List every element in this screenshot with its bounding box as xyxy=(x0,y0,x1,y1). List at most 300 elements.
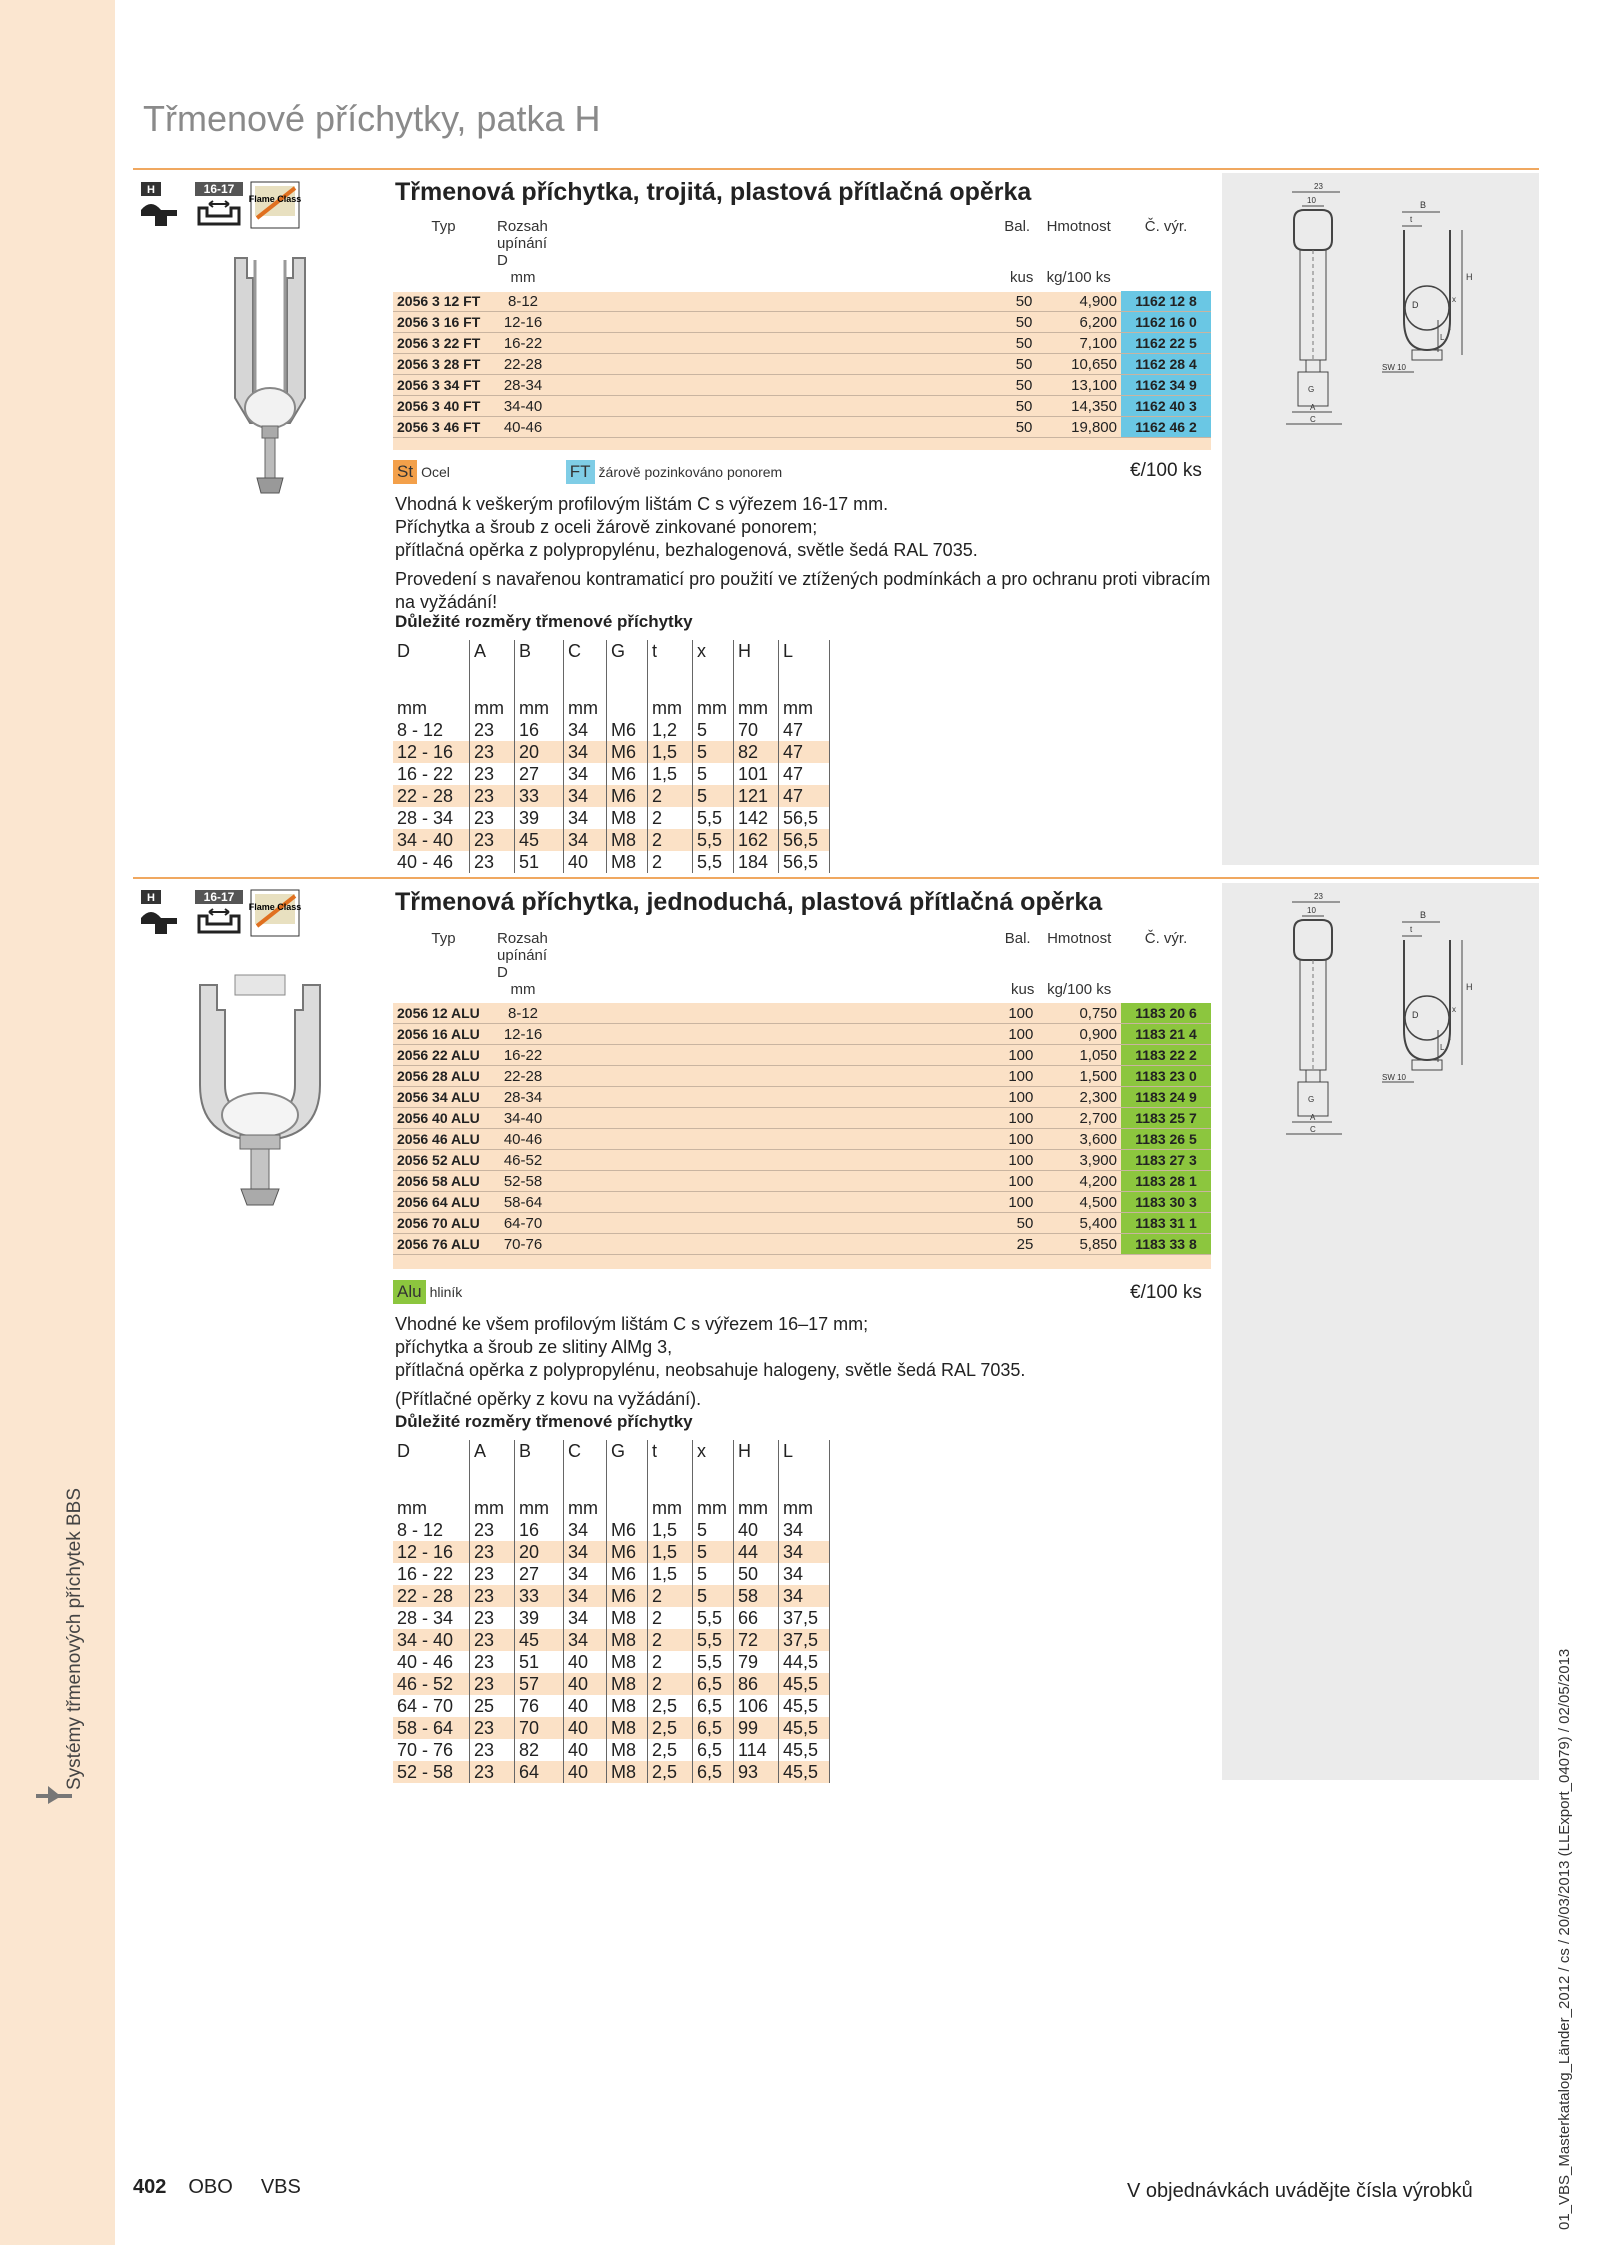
product-type: 2056 58 ALU xyxy=(393,1171,494,1192)
dims-cell xyxy=(515,662,564,698)
dims-cell: 72 xyxy=(734,1629,779,1651)
dims-cell xyxy=(564,662,607,698)
dims-cell xyxy=(470,1462,515,1498)
weight: 0,750 xyxy=(1037,1003,1121,1024)
dims-cell: 22 - 28 xyxy=(393,785,470,807)
article-number: 1162 16 0 xyxy=(1121,312,1211,333)
article-number: 1162 22 5 xyxy=(1121,333,1211,354)
dims-cell: 40 - 46 xyxy=(393,851,470,873)
dims-cell xyxy=(693,662,734,698)
dims-cell xyxy=(607,1498,648,1519)
dims-cell: 16 - 22 xyxy=(393,763,470,785)
dims-cell: 70 xyxy=(515,1717,564,1739)
dims-row xyxy=(393,851,830,873)
dims-cell: 2 xyxy=(648,807,693,829)
dims-header-row xyxy=(393,1462,830,1498)
dims-cell: mm xyxy=(648,698,693,719)
clamp-range: 64-70 xyxy=(494,1213,552,1234)
drawing-label: C xyxy=(1310,415,1316,424)
unit-mm: mm xyxy=(510,981,536,998)
dims-cell: 99 xyxy=(734,1717,779,1739)
dims-cell: 23 xyxy=(470,1651,515,1673)
pack-qty: 100 xyxy=(998,1150,1037,1171)
dims-table xyxy=(393,640,830,873)
rail-h-icon xyxy=(137,180,193,232)
table-row xyxy=(393,1129,1211,1150)
dims-cell: 34 xyxy=(779,1541,830,1563)
dims-cell: t xyxy=(648,640,693,662)
table-row xyxy=(393,1234,1211,1255)
pack-qty: 50 xyxy=(998,291,1036,312)
dims-cell: mm xyxy=(564,698,607,719)
left-sidebar xyxy=(0,0,115,2245)
dims-cell: 23 xyxy=(470,1761,515,1783)
drawing-label: t xyxy=(1410,925,1413,934)
dims-cell: M8 xyxy=(607,851,648,873)
print-meta: 01_VBS_Masterkatalog_Länder_2012 / cs / 20/03/2013 (LLExport_04079) / 02/05/2013 xyxy=(1556,1648,1573,2230)
dims-cell: mm xyxy=(470,698,515,719)
dims-title: Důležité rozměry třmenové příchytky xyxy=(395,612,693,631)
dims-cell: 5 xyxy=(693,785,734,807)
spacer xyxy=(552,1150,998,1171)
product-type: 2056 28 ALU xyxy=(393,1066,494,1087)
dims-cell: M6 xyxy=(607,763,648,785)
dims-cell: 2 xyxy=(648,1673,693,1695)
dims-cell: 34 xyxy=(564,1629,607,1651)
dims-cell: mm xyxy=(470,1498,515,1519)
dims-cell: 40 xyxy=(564,1717,607,1739)
dims-cell xyxy=(648,662,693,698)
spacer xyxy=(552,291,998,312)
dims-cell: M6 xyxy=(607,741,648,763)
spacer xyxy=(552,1066,998,1087)
dims-cell: 34 xyxy=(779,1519,830,1541)
dims-cell: 33 xyxy=(515,1585,564,1607)
dims-cell: M6 xyxy=(607,1585,648,1607)
drawing-label: t xyxy=(1410,215,1413,224)
article-number: 1162 12 8 xyxy=(1121,291,1211,312)
dims-cell: 34 xyxy=(564,785,607,807)
article-number: 1183 22 2 xyxy=(1121,1045,1211,1066)
unit-mm: mm xyxy=(510,269,536,286)
dims-cell: 121 xyxy=(734,785,779,807)
clamp-range: 28-34 xyxy=(494,1087,552,1108)
dims-cell: 34 xyxy=(564,719,607,741)
drawing-label: L xyxy=(1440,333,1445,342)
dims-cell: 50 xyxy=(734,1563,779,1585)
dims-cell: 23 xyxy=(470,1519,515,1541)
dims-cell: M8 xyxy=(607,1607,648,1629)
product-type: 2056 34 ALU xyxy=(393,1087,494,1108)
dims-cell: M6 xyxy=(607,1563,648,1585)
dims-header-row xyxy=(393,1498,830,1519)
drawing-label: A xyxy=(1310,1113,1316,1122)
drawing-label: H xyxy=(1466,272,1473,282)
drawing-label: G xyxy=(1308,385,1315,394)
dims-cell: 23 xyxy=(470,1739,515,1761)
dims-cell: mm xyxy=(564,1498,607,1519)
dims-cell: mm xyxy=(693,1498,734,1519)
drawing-label: 10 xyxy=(1307,906,1316,915)
clamp-range: 22-28 xyxy=(494,354,552,375)
dims-cell: 34 xyxy=(564,1519,607,1541)
dims-cell: 34 - 40 xyxy=(393,1629,470,1651)
dims-cell: 142 xyxy=(734,807,779,829)
flame-class-icon xyxy=(249,180,305,232)
dims-cell: 39 xyxy=(515,807,564,829)
clamp-range: 34-40 xyxy=(494,396,552,417)
table-row xyxy=(393,1108,1211,1129)
table-row xyxy=(393,291,1211,312)
dims-cell: 34 xyxy=(564,1563,607,1585)
dims-cell: 39 xyxy=(515,1607,564,1629)
dims-cell: G xyxy=(607,1440,648,1462)
dims-cell: 45,5 xyxy=(779,1717,830,1739)
article-number: 1162 40 3 xyxy=(1121,396,1211,417)
dims-cell: 40 xyxy=(564,1761,607,1783)
dims-cell xyxy=(607,698,648,719)
svg-text:H: H xyxy=(147,184,155,196)
dims-cell: M6 xyxy=(607,1541,648,1563)
pack-qty: 50 xyxy=(998,1213,1037,1234)
dims-cell: x xyxy=(693,1440,734,1462)
dims-row xyxy=(393,1541,830,1563)
dims-title: Důležité rozměry třmenové příchytky xyxy=(395,1412,693,1431)
rail-size-icon xyxy=(193,180,249,232)
dims-cell: 5 xyxy=(693,1519,734,1541)
page-title: Třmenové příchytky, patka H xyxy=(143,98,601,139)
table-row xyxy=(393,1087,1211,1108)
dims-cell: 40 xyxy=(564,1695,607,1717)
svg-text:Flame Class: Flame Class xyxy=(249,194,301,204)
spacer xyxy=(552,375,998,396)
dims-cell: M6 xyxy=(607,785,648,807)
dims-cell: M8 xyxy=(607,1651,648,1673)
weight: 4,900 xyxy=(1036,291,1121,312)
product-type: 2056 52 ALU xyxy=(393,1150,494,1171)
article-number: 1183 23 0 xyxy=(1121,1066,1211,1087)
dims-cell: mm xyxy=(693,698,734,719)
dims-cell: C xyxy=(564,640,607,662)
col-hmotnost: Hmotnost xyxy=(1046,218,1111,235)
unit-kg: kg/100 ks xyxy=(1046,269,1111,286)
col-rozsah: Rozsah upínání D xyxy=(497,930,548,981)
material-code-ft: FT xyxy=(566,460,595,484)
weight: 2,700 xyxy=(1037,1108,1121,1129)
dims-row xyxy=(393,1519,830,1541)
product-type: 2056 12 ALU xyxy=(393,1003,494,1024)
weight: 3,600 xyxy=(1037,1129,1121,1150)
article-number: 1183 31 1 xyxy=(1121,1213,1211,1234)
dims-cell: 34 xyxy=(564,1541,607,1563)
dims-cell: 1,5 xyxy=(648,763,693,785)
dims-cell: 45,5 xyxy=(779,1695,830,1717)
table-row xyxy=(393,1150,1211,1171)
svg-text:Flame Class: Flame Class xyxy=(249,902,301,912)
dims-cell: L xyxy=(779,1440,830,1462)
dims-cell: 56,5 xyxy=(779,829,830,851)
spacer xyxy=(552,1171,998,1192)
dims-cell: 162 xyxy=(734,829,779,851)
section-divider xyxy=(133,168,1539,170)
product-type: 2056 3 12 FT xyxy=(393,291,494,312)
dims-row xyxy=(393,785,830,807)
article-number: 1183 30 3 xyxy=(1121,1192,1211,1213)
dims-cell: 23 xyxy=(470,829,515,851)
spacer xyxy=(552,1045,998,1066)
pack-qty: 100 xyxy=(998,1066,1037,1087)
description: Vhodné ke všem profilovým lištám C s výřezem 16–17 mm; příchytka a šroub ze slitiny AlMg 3, přítlačná opěrka z polypropylénu, neobsahuje halogeny, světle šedá RAL 7035. (Přítlačné opěrky z kovu na vyžádání). xyxy=(395,1314,1026,1409)
dims-cell: 16 - 22 xyxy=(393,1563,470,1585)
dims-cell: 2,5 xyxy=(648,1717,693,1739)
table-row xyxy=(393,396,1211,417)
table-row xyxy=(393,1003,1211,1024)
dims-cell: 27 xyxy=(515,763,564,785)
table-row xyxy=(393,1213,1211,1234)
dims-cell: 40 xyxy=(564,1651,607,1673)
dims-cell: 23 xyxy=(470,741,515,763)
dims-cell: 8 - 12 xyxy=(393,719,470,741)
weight: 3,900 xyxy=(1037,1150,1121,1171)
dims-row xyxy=(393,1629,830,1651)
product-type: 2056 3 46 FT xyxy=(393,417,494,438)
drawing-label: SW 10 xyxy=(1382,1073,1407,1082)
dims-cell: 23 xyxy=(470,1585,515,1607)
dims-cell xyxy=(607,1462,648,1498)
material-name: hliník xyxy=(429,1284,463,1300)
article-number: 1183 33 8 xyxy=(1121,1234,1211,1255)
clamp-range: 8-12 xyxy=(494,1003,552,1024)
dims-cell: 2,5 xyxy=(648,1695,693,1717)
unit-kus: kus xyxy=(1010,269,1034,286)
dims-cell: mm xyxy=(779,1498,830,1519)
pack-qty: 50 xyxy=(998,396,1036,417)
dims-cell: 6,5 xyxy=(693,1695,734,1717)
dims-cell: 52 - 58 xyxy=(393,1761,470,1783)
dims-cell: L xyxy=(779,640,830,662)
spacer xyxy=(552,1003,998,1024)
pack-qty: 50 xyxy=(998,417,1036,438)
dims-cell: 5 xyxy=(693,1563,734,1585)
product-type: 2056 3 34 FT xyxy=(393,375,494,396)
clamp-range: 40-46 xyxy=(494,417,552,438)
pack-qty: 50 xyxy=(998,333,1036,354)
dims-cell: 34 xyxy=(564,829,607,851)
weight: 1,500 xyxy=(1037,1066,1121,1087)
dims-cell: 16 xyxy=(515,719,564,741)
dims-cell: 34 xyxy=(564,1607,607,1629)
section-title: Třmenová příchytka, trojitá, plastová přítlačná opěrka xyxy=(395,178,1032,206)
drawing-label: 23 xyxy=(1314,892,1323,901)
dims-cell: 47 xyxy=(779,785,830,807)
table-row xyxy=(393,375,1211,396)
dims-cell: 1,5 xyxy=(648,741,693,763)
dims-cell: B xyxy=(515,640,564,662)
table-row xyxy=(393,1171,1211,1192)
dims-cell: 5 xyxy=(693,741,734,763)
dims-cell: 5,5 xyxy=(693,1651,734,1673)
dims-cell: H xyxy=(734,1440,779,1462)
drawing-label: x xyxy=(1452,295,1456,304)
dims-cell: 2,5 xyxy=(648,1761,693,1783)
dims-cell: 33 xyxy=(515,785,564,807)
pack-qty: 50 xyxy=(998,354,1036,375)
col-rozsah: Rozsah upínání D xyxy=(497,218,548,269)
clamp-range: 12-16 xyxy=(494,312,552,333)
product-type: 2056 22 ALU xyxy=(393,1045,494,1066)
dims-table xyxy=(393,1440,830,1783)
material-name: Ocel xyxy=(421,464,450,480)
table-row xyxy=(393,1045,1211,1066)
dims-header-row xyxy=(393,662,830,698)
dims-cell xyxy=(734,662,779,698)
dims-cell: x xyxy=(693,640,734,662)
dims-row xyxy=(393,1651,830,1673)
dims-cell: 5,5 xyxy=(693,829,734,851)
dims-cell: 6,5 xyxy=(693,1673,734,1695)
material-legend xyxy=(393,460,782,484)
unit-kus: kus xyxy=(1011,981,1035,998)
section-title: Třmenová příchytka, jednoduchá, plastová přítlačná opěrka xyxy=(395,888,1103,916)
dims-cell: 5,5 xyxy=(693,807,734,829)
dims-cell: mm xyxy=(734,1498,779,1519)
dims-cell: 40 xyxy=(564,1673,607,1695)
dims-cell: 23 xyxy=(470,1629,515,1651)
dims-cell: 2 xyxy=(648,829,693,851)
unit-kg: kg/100 ks xyxy=(1047,981,1112,998)
product-type: 2056 3 40 FT xyxy=(393,396,494,417)
pack-qty: 100 xyxy=(998,1003,1037,1024)
clamp-range: 34-40 xyxy=(494,1108,552,1129)
dims-cell: 23 xyxy=(470,851,515,873)
dims-cell: 70 xyxy=(734,719,779,741)
dims-cell: 2 xyxy=(648,1607,693,1629)
dims-header-row xyxy=(393,1440,830,1462)
dims-cell: 45,5 xyxy=(779,1761,830,1783)
dims-row xyxy=(393,1585,830,1607)
drawing-label: D xyxy=(1412,300,1419,310)
rail-size-icon xyxy=(193,888,249,940)
svg-text:16-17: 16-17 xyxy=(203,890,235,904)
dims-cell xyxy=(470,662,515,698)
brand: OBO xyxy=(188,2176,233,2198)
clamp-range: 16-22 xyxy=(494,1045,552,1066)
dims-cell: A xyxy=(470,640,515,662)
drawing-label: 10 xyxy=(1307,196,1316,205)
dims-cell: 6,5 xyxy=(693,1761,734,1783)
dims-cell: 45,5 xyxy=(779,1739,830,1761)
dims-cell: 40 xyxy=(564,851,607,873)
dims-cell: 37,5 xyxy=(779,1629,830,1651)
col-cvyr: Č. výr. xyxy=(1144,218,1188,235)
dims-cell: 45 xyxy=(515,829,564,851)
dims-cell: 5,5 xyxy=(693,1629,734,1651)
article-number: 1183 28 1 xyxy=(1121,1171,1211,1192)
material-legend xyxy=(393,1280,462,1304)
article-number: 1162 34 9 xyxy=(1121,375,1211,396)
dims-cell: M8 xyxy=(607,807,648,829)
dims-cell: 51 xyxy=(515,1651,564,1673)
dims-cell: 16 xyxy=(515,1519,564,1541)
weight: 6,200 xyxy=(1036,312,1121,333)
dims-cell: 28 - 34 xyxy=(393,1607,470,1629)
dims-row xyxy=(393,829,830,851)
dims-cell: 34 - 40 xyxy=(393,829,470,851)
material-code-alu: Alu xyxy=(393,1280,426,1304)
dims-cell: 25 xyxy=(470,1695,515,1717)
article-number: 1183 21 4 xyxy=(1121,1024,1211,1045)
dims-row xyxy=(393,1673,830,1695)
product-type: 2056 16 ALU xyxy=(393,1024,494,1045)
dims-row xyxy=(393,763,830,785)
dims-cell: 79 xyxy=(734,1651,779,1673)
dims-row xyxy=(393,741,830,763)
dims-cell xyxy=(515,1462,564,1498)
weight: 5,850 xyxy=(1037,1234,1121,1255)
dims-cell: 23 xyxy=(470,719,515,741)
description: Vhodná k veškerým profilovým lištám C s výřezem 16-17 mm. Příchytka a šroub z oceli žárově zinkované ponorem; přítlačná opěrka z polypropylénu, bezhalogenová, světle šedá RAL 7035. Provedení s navařenou kontramaticí pro použití ve ztížených podmínkách a pro ochranu proti vibracím na vyžádání! xyxy=(395,494,1211,612)
drawing-label: 23 xyxy=(1314,182,1323,191)
dims-cell: 47 xyxy=(779,719,830,741)
dims-cell: mm xyxy=(515,698,564,719)
dims-cell: 23 xyxy=(470,1541,515,1563)
article-number: 1162 46 2 xyxy=(1121,417,1211,438)
dims-cell: 40 xyxy=(564,1739,607,1761)
dims-cell: 70 - 76 xyxy=(393,1739,470,1761)
dims-cell: 6,5 xyxy=(693,1739,734,1761)
clamp-range: 58-64 xyxy=(494,1192,552,1213)
weight: 5,400 xyxy=(1037,1213,1121,1234)
dims-cell: 47 xyxy=(779,741,830,763)
dims-cell: t xyxy=(648,1440,693,1462)
rail-h-icon xyxy=(137,888,193,940)
dims-cell: 45 xyxy=(515,1629,564,1651)
pack-qty: 100 xyxy=(998,1045,1037,1066)
product-type: 2056 3 28 FT xyxy=(393,354,494,375)
drawing-label: C xyxy=(1310,1125,1316,1134)
col-bal: Bal. xyxy=(1004,218,1031,235)
dims-cell: 5,5 xyxy=(693,1607,734,1629)
dims-cell: 44 xyxy=(734,1541,779,1563)
dims-cell: 34 xyxy=(564,807,607,829)
dims-cell: 184 xyxy=(734,851,779,873)
col-bal: Bal. xyxy=(1004,930,1031,947)
col-hmotnost: Hmotnost xyxy=(1047,930,1112,947)
dims-cell: 47 xyxy=(779,763,830,785)
table-row xyxy=(393,1192,1211,1213)
dims-cell: 86 xyxy=(734,1673,779,1695)
dims-cell: 44,5 xyxy=(779,1651,830,1673)
article-number: 1183 24 9 xyxy=(1121,1087,1211,1108)
dims-cell: M6 xyxy=(607,719,648,741)
spacer xyxy=(552,333,998,354)
dims-cell xyxy=(393,1462,470,1498)
dims-cell: 1,5 xyxy=(648,1541,693,1563)
dims-cell: mm xyxy=(734,698,779,719)
dims-cell xyxy=(779,1462,830,1498)
spacer xyxy=(552,1108,998,1129)
dims-cell: 2 xyxy=(648,1585,693,1607)
product-type: 2056 76 ALU xyxy=(393,1234,494,1255)
dims-cell: 2,5 xyxy=(648,1739,693,1761)
dims-cell: 58 xyxy=(734,1585,779,1607)
weight: 0,900 xyxy=(1037,1024,1121,1045)
dims-cell: 5 xyxy=(693,1585,734,1607)
dims-cell: 8 - 12 xyxy=(393,1519,470,1541)
dims-cell: 23 xyxy=(470,1673,515,1695)
pack-qty: 100 xyxy=(998,1192,1037,1213)
product-image-triple xyxy=(215,248,325,508)
